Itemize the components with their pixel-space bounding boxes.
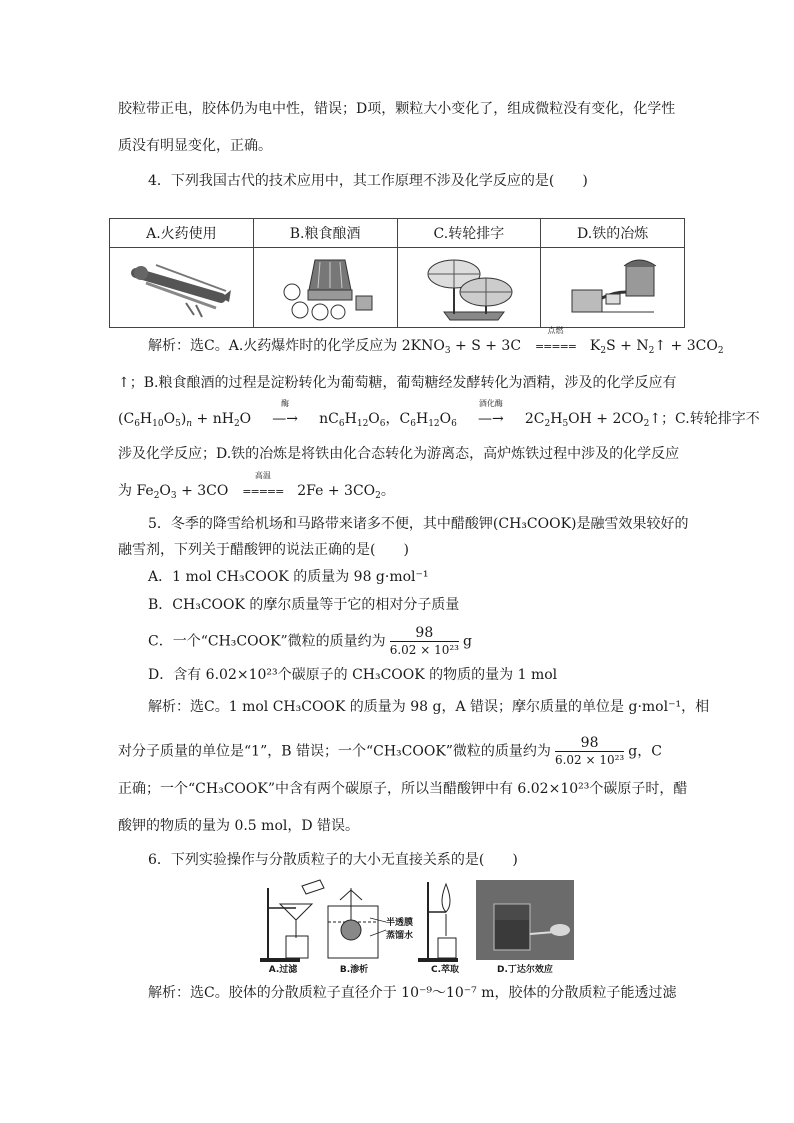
reaction-arrow: 酒化酶 —→ — [477, 399, 504, 427]
q4-options-table — [109, 218, 685, 328]
q5-option-b: B．CH₃COOK 的摩尔质量等于它的相对分子质量 — [148, 597, 460, 613]
q5-option-c: C．一个“CH₃COOK”微粒的质量约为 $\frac{98}{\text{6.02 × 10²³}}$ g — [148, 625, 472, 657]
question-5-stem: 融雪剂，下列关于醋酸钾的说法正确的是( ) — [118, 542, 409, 558]
q5-analysis-line-1: 解析：选C。1 mol CH₃COOK 的质量为 98 g，A 错误；摩尔质量的单位是 g·mol⁻¹，相 — [148, 699, 710, 715]
water-label: 蒸馏水 — [386, 931, 414, 941]
reaction-arrow: 酶 —→ — [272, 399, 299, 427]
option-b-label: B.粮食酿酒 — [253, 219, 397, 248]
q5-analysis-line-4: 酸钾的物质的量为 0.5 mol，D 错误。 — [118, 818, 360, 834]
wine-brewing-illustration — [253, 248, 397, 328]
apparatus-label-d: D.丁达尔效应 — [497, 965, 553, 975]
q4-analysis-line-4: 涉及化学反应；D.铁的冶炼是将铁由化合态转化为游离态，高炉炼铁过程中涉及的化学反应 — [118, 446, 680, 462]
question-4-stem: 4．下列我国古代的技术应用中，其工作原理不涉及化学反应的是( ) — [148, 173, 588, 189]
option-d-label: D.铁的冶炼 — [541, 219, 685, 248]
q5-option-a: A．1 mol CH₃COOK 的质量为 98 g·mol⁻¹ — [148, 569, 429, 585]
apparatus-label-c: C.萃取 — [430, 965, 460, 975]
q5-analysis-line-2: 对分子质量的单位是“1”，B 错误；一个“CH₃COOK”微粒的质量约为 $\frac{98}{\text{6.02 × 10²³}}$ g，C — [118, 735, 662, 767]
iron-smelting-illustration — [541, 248, 685, 328]
membrane-label: 半透膜 — [386, 918, 414, 928]
option-a-label: A.火药使用 — [110, 219, 254, 248]
question-6-stem: 6．下列实验操作与分散质粒子的大小无直接关系的是( ) — [148, 852, 518, 868]
fraction: $\frac{98}{\text{6.02 × 10²³}}$ — [389, 625, 459, 657]
gunpowder-illustration — [110, 248, 254, 328]
apparatus-label-a: A.过滤 — [268, 965, 298, 975]
tyndall-effect-photo — [476, 880, 574, 960]
reaction-condition: 高温 ===== — [242, 471, 284, 498]
type-wheel-illustration — [397, 248, 541, 328]
paragraph-line: 胶粒带正电，胶体仍为电中性，错误；D项，颗粒大小变化了，组成微粒没有变化，化学性 — [118, 101, 676, 117]
question-5-stem: 5．冬季的降雪给机场和马路带来诸多不便，其中醋酸钾(CH₃COOK)是融雪效果较好的 — [148, 516, 689, 532]
q6-analysis-line-1: 解析：选C。胶体的分散质粒子直径介于 10⁻⁹～10⁻⁷ m，胶体的分散质粒子能透过滤 — [148, 985, 677, 1001]
q4-analysis-line-1: 解析：选C。A.火药爆炸时的化学反应为 $2KNO_3 + S + 3C$ 点燃 ===== $K_2S$ + $N_2↑ + 3CO_2$ — [148, 326, 724, 356]
q5-analysis-line-3: 正确；一个“CH₃COOK”中含有两个碳原子，所以当醋酸钾中有 6.02×10²³个碳原子时，醋 — [118, 781, 688, 797]
q4-analysis-line-2: ↑；B.粮食酿酒的过程是淀粉转化为葡萄糖，葡萄糖经发酵转化为酒精，涉及的化学反应有 — [118, 375, 677, 391]
apparatus-label-b: B.渗析 — [339, 965, 369, 975]
q5-option-d: D．含有 6.02×10²³个碳原子的 CH₃COOK 的物质的量为 1 mol — [148, 667, 558, 683]
reaction-condition: 点燃 ===== — [534, 326, 577, 353]
paragraph-line: 质没有明显变化，正确。 — [118, 138, 272, 154]
q4-analysis-line-5: 为 $Fe_2O_3 + 3CO$ 高温 ===== $2Fe + 3CO_2$。 — [118, 471, 395, 501]
option-c-label: C.转轮排字 — [397, 219, 541, 248]
q4-analysis-line-3: $(C_6H_{10}O_5)_n + nH_2O$ 酶 —→ $nC_6H_{12}O_6$，$C_6H_{12}O_6$ 酒化酶 —→ $2C_2H_5OH$ + $2CO_2↑$；C.转轮排字不 — [118, 399, 760, 429]
fraction: $\frac{98}{\text{6.02 × 10²³}}$ — [554, 735, 625, 767]
